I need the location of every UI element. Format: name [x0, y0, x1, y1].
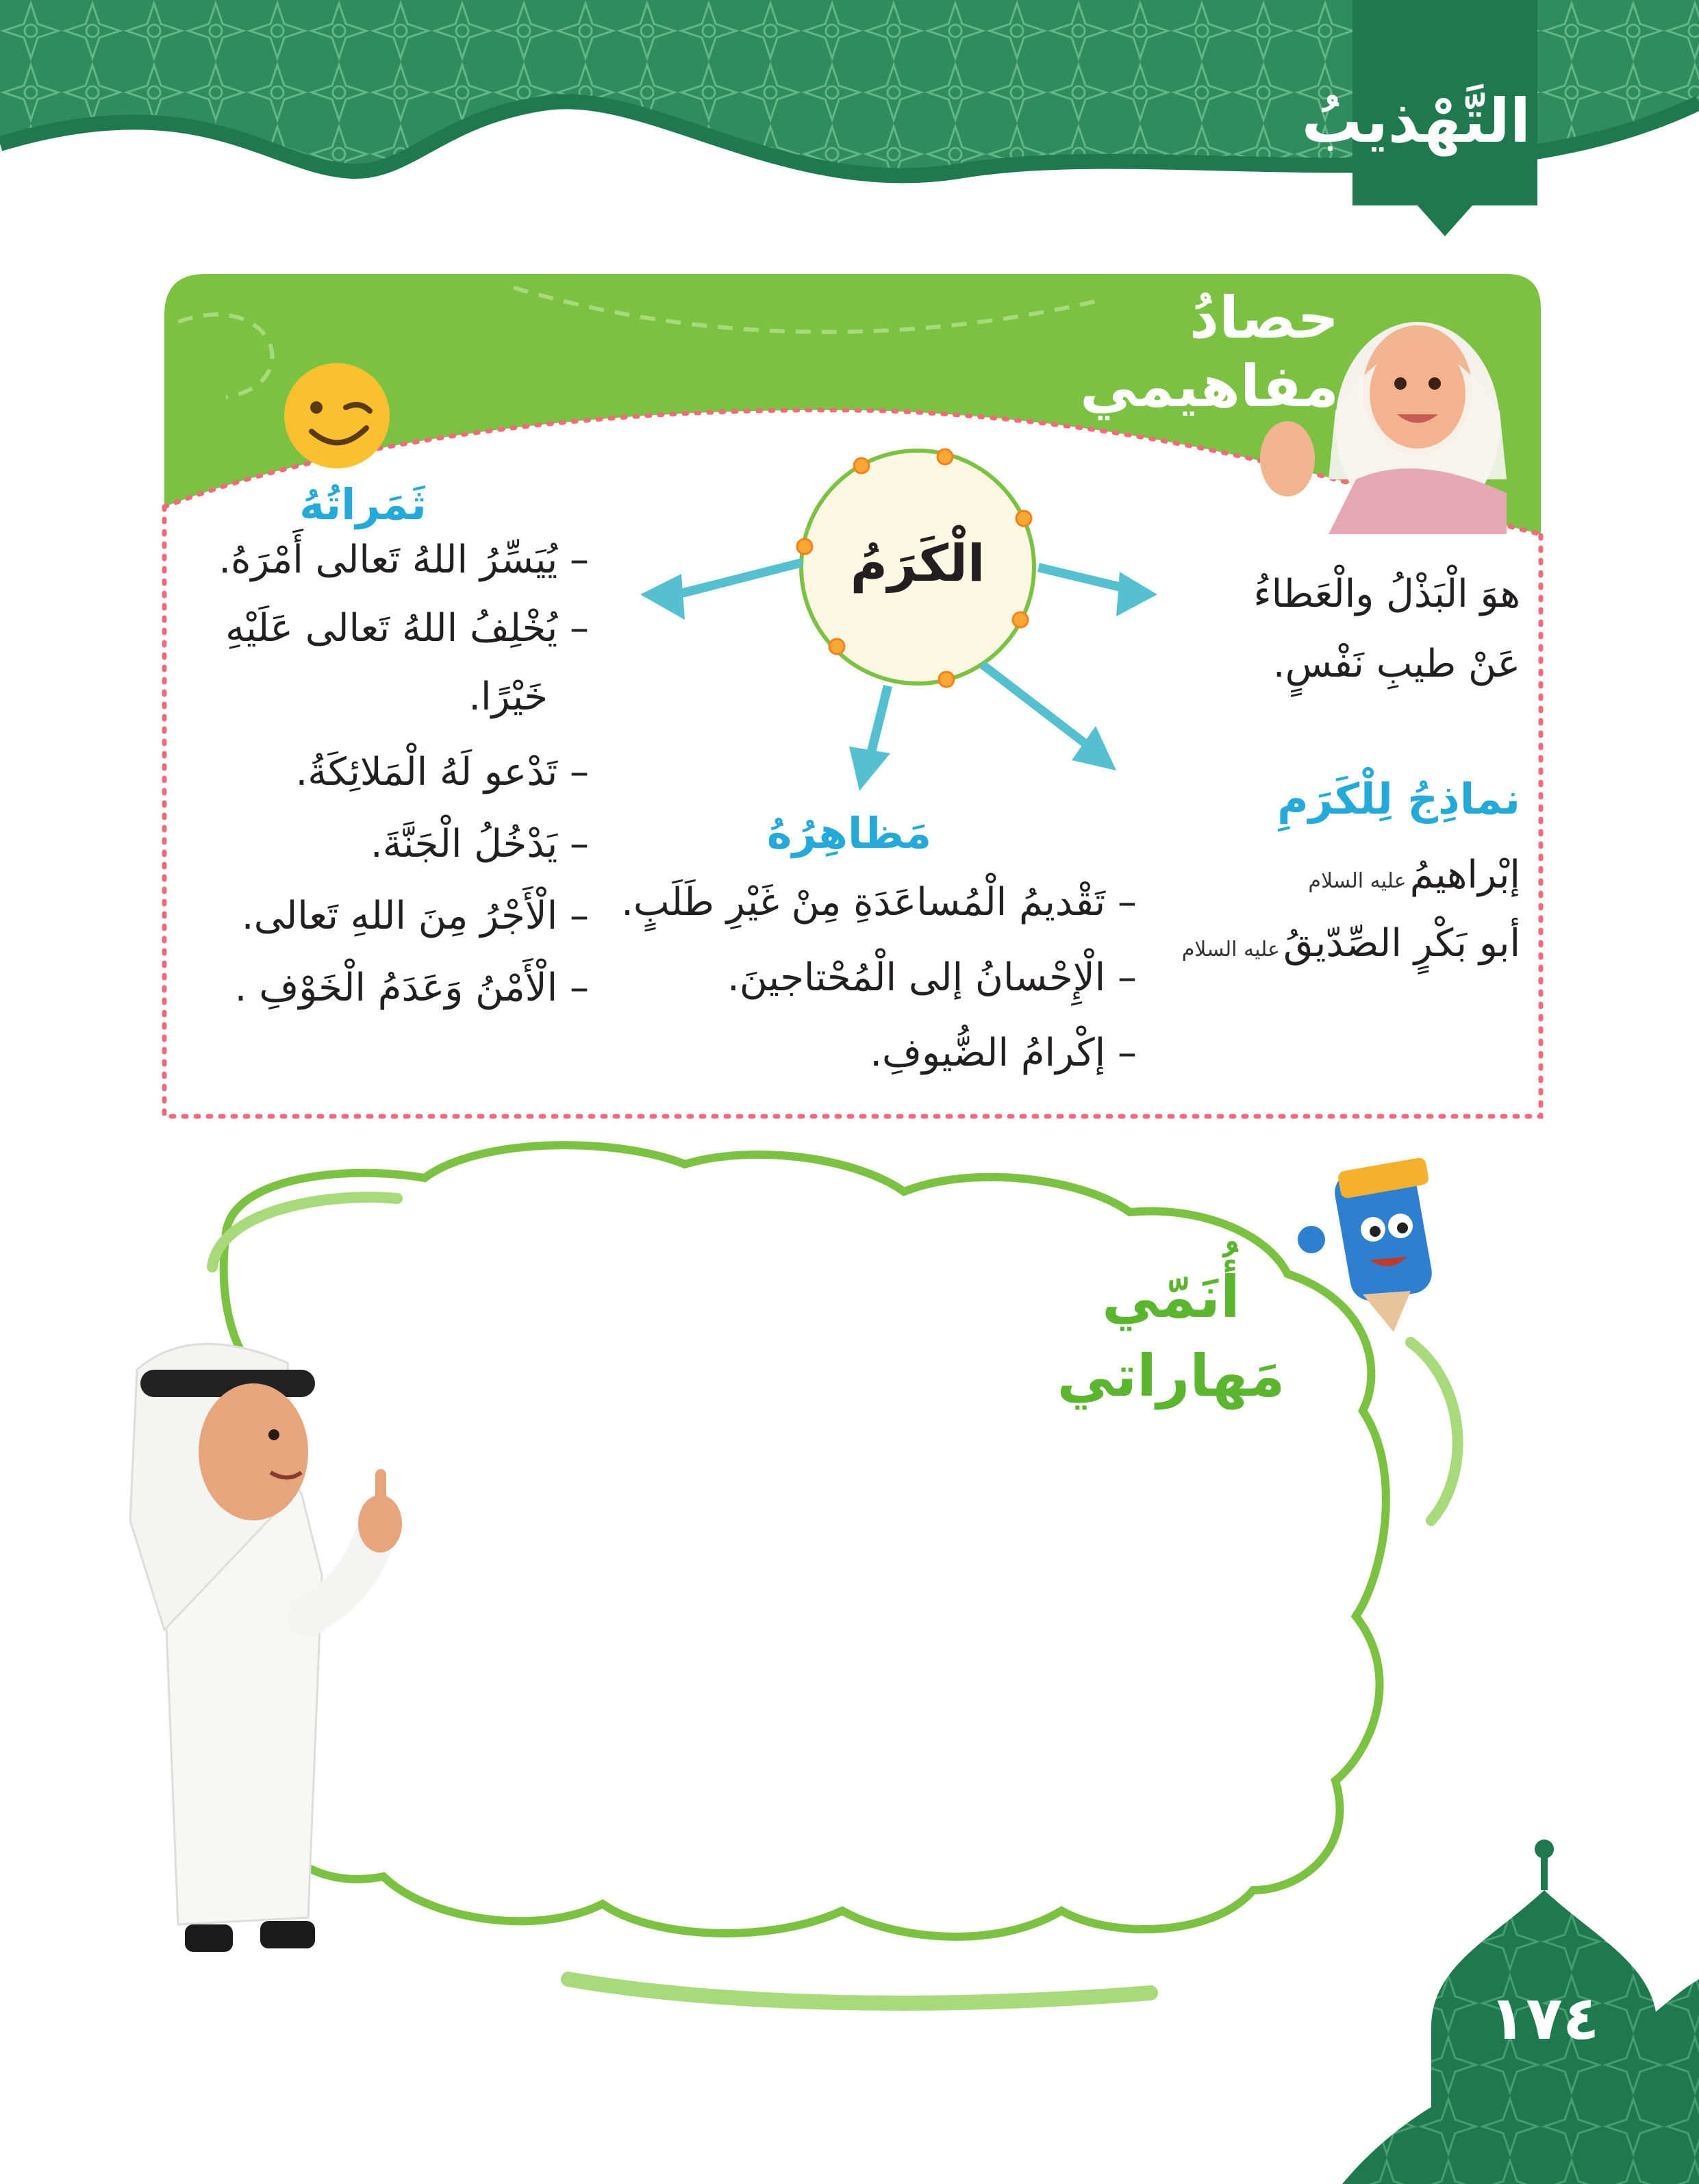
list-item: – إكْرامُ الضُّيوفِ.: [870, 1031, 1137, 1075]
list-item: – يُخْلِفُ اللهُ تَعالى عَلَيْهِ: [225, 606, 589, 651]
list-item: – الْأَجْرُ مِنَ اللهِ تَعالى.: [241, 894, 589, 938]
list-item: – تَقْديمُ الْمُساعَدَةِ مِنْ غَيْرِ طَلَبٍ.: [621, 880, 1137, 925]
list-item: خَيْرًا.: [468, 675, 548, 719]
list-item: [1308, 853, 1520, 897]
aspects-heading: مَظاهِرُهُ: [766, 808, 932, 858]
wink-emoji-illustration: [284, 363, 390, 468]
list-item: [1181, 921, 1520, 966]
list-item: – الْأَمْنُ وَعَدَمُ الْخَوْفِ .: [234, 966, 589, 1010]
skills-title-line1: أُنَمّي: [1102, 1264, 1240, 1331]
card-title-line1: حصادُ: [1190, 284, 1339, 351]
definition-line: هوَ الْبَذْلُ والْعَطاءُ: [1253, 572, 1520, 616]
honorific-note: عليه السلام: [1308, 869, 1407, 893]
card-title-line2: مفاهيمي: [1080, 353, 1339, 420]
definition-line: عَنْ طيبِ نَفْسٍ.: [1272, 642, 1520, 686]
models-heading: نماذِجُ لِلْكَرَمِ: [1277, 774, 1520, 824]
center-concept: الْكَرَمُ: [850, 534, 985, 593]
page-number: ١٧٤: [1489, 1983, 1600, 2053]
model-name: أبو بَكْرٍ الصِّدّيقُ: [1283, 921, 1520, 966]
model-name: إبْراهيمُ: [1409, 853, 1520, 897]
list-item: – يُيَسِّرُ اللهُ تَعالى أَمْرَهُ.: [218, 538, 589, 582]
list-item: – الْإِحْسانُ إلى الْمُحْتاجينَ.: [727, 955, 1137, 1000]
list-item: – تَدْعو لَهُ الْمَلائِكَةُ.: [295, 750, 589, 794]
subject-title: التَّهْذيبُ: [1301, 86, 1531, 156]
skills-title-line2: مَهاراتي: [1057, 1342, 1285, 1409]
honorific-note: عليه السلام: [1181, 938, 1280, 962]
list-item: – يَدْخُلُ الْجَنَّةَ.: [370, 822, 589, 866]
definition-text: [1192, 572, 1520, 686]
fruits-heading: ثَمَراتُهُ: [299, 479, 427, 529]
